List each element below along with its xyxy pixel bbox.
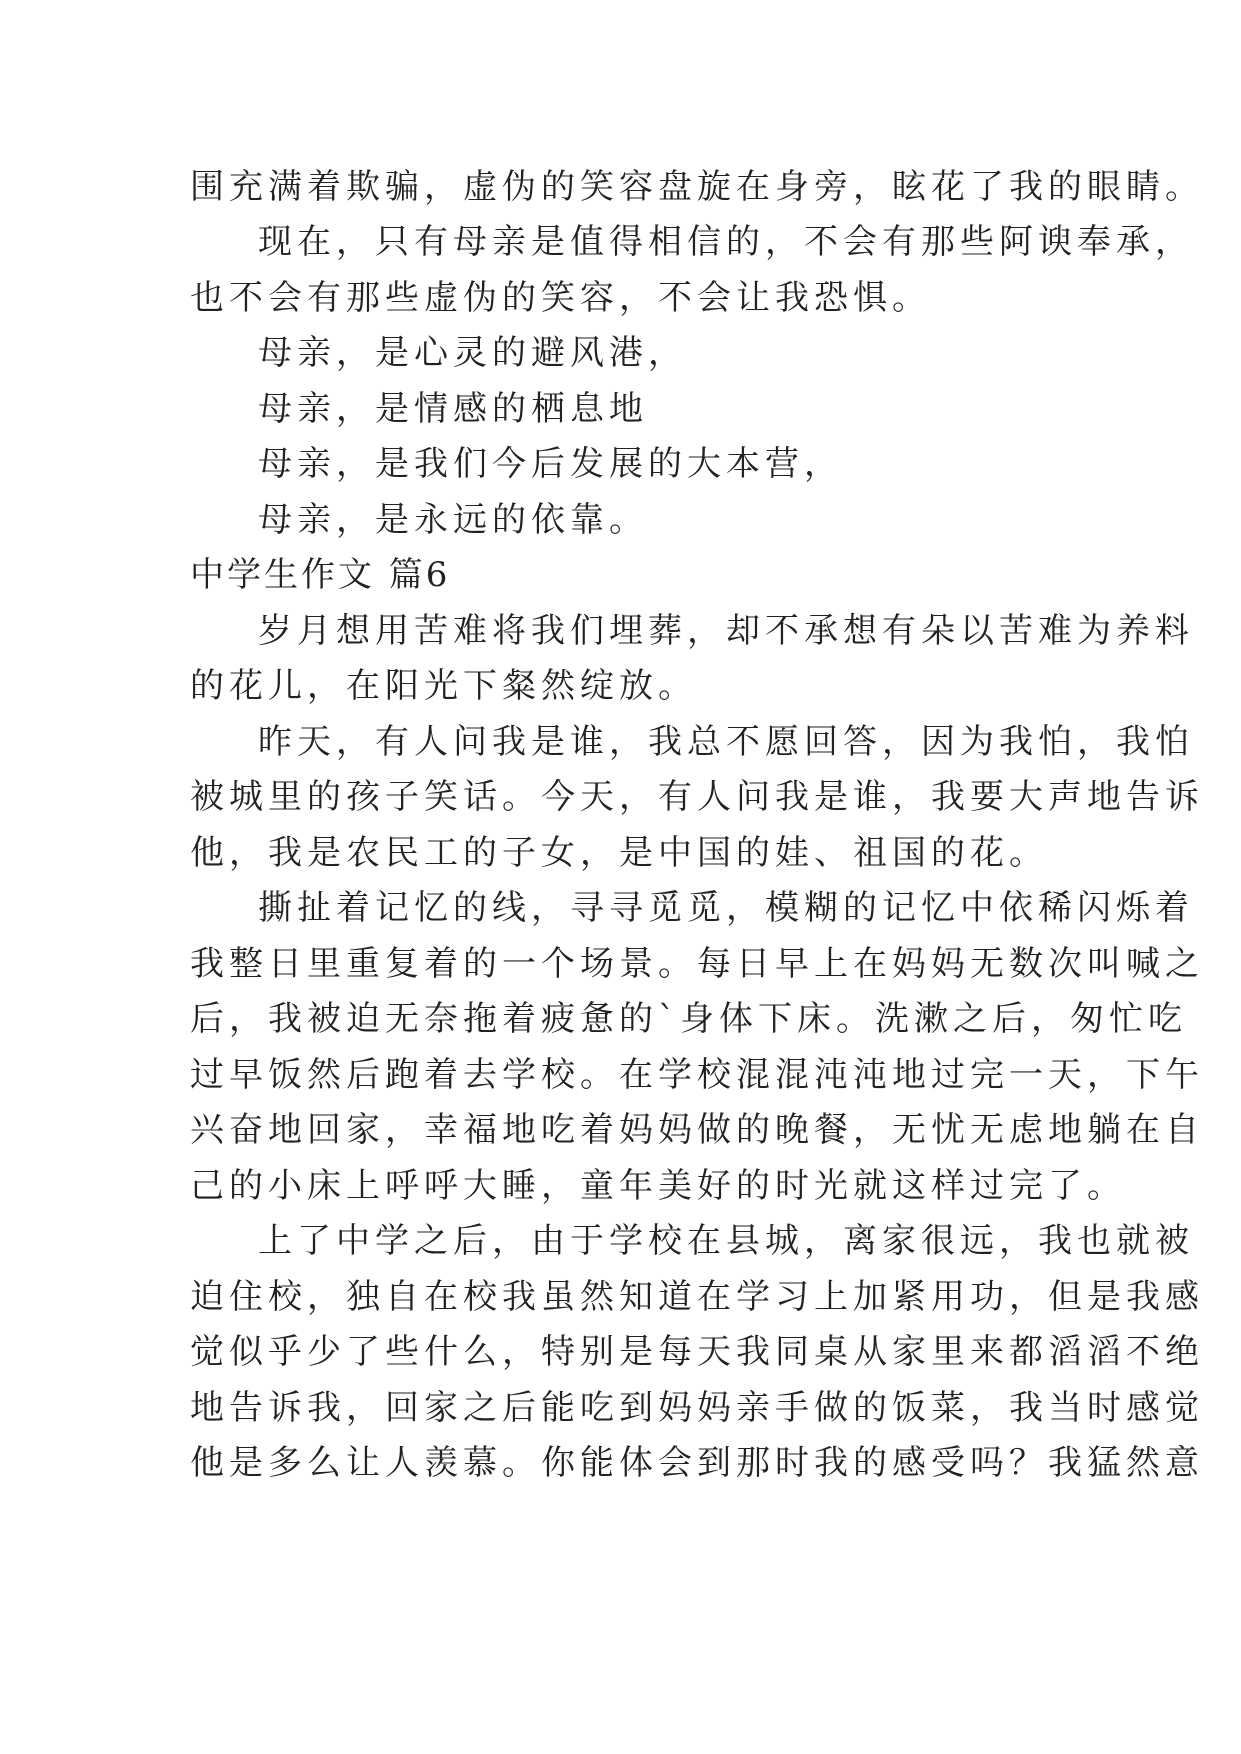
text-line: 围充满着欺骗，虚伪的笑容盘旋在身旁，眩花了我的眼睛。 [190, 167, 1204, 207]
text-line: 地告诉我，回家之后能吃到妈妈亲手做的饭菜，我当时感觉 [190, 1388, 1204, 1428]
paragraph-first-line: 岁月想用苦难将我们埋葬，却不承想有朵以苦难为养料 [258, 611, 1194, 651]
poem-line: 母亲，是我们今后发展的大本营， [258, 444, 843, 484]
text-line: 过早饭然后跑着去学校。在学校混混沌沌地过完一天，下午 [190, 1055, 1204, 1095]
paragraph-first-line: 上了中学之后，由于学校在县城，离家很远，我也就被 [258, 1221, 1194, 1261]
text-line: 觉似乎少了些什么，特别是每天我同桌从家里来都滔滔不绝 [190, 1332, 1204, 1372]
poem-line: 母亲，是永远的依靠。 [258, 500, 648, 540]
text-line: 迫住校，独自在校我虽然知道在学习上加紧用功，但是我感 [190, 1277, 1204, 1317]
text-line: 我整日里重复着的一个场景。每日早上在妈妈无数次叫喊之 [190, 944, 1204, 984]
poem-line: 母亲，是情感的栖息地 [258, 389, 648, 429]
text-line: 己的小床上呼呼大睡，童年美好的时光就这样过完了。 [190, 1166, 1126, 1206]
text-line: 的花儿，在阳光下粲然绽放。 [190, 666, 697, 706]
paragraph-first-line: 昨天，有人问我是谁，我总不愿回答，因为我怕，我怕 [258, 722, 1194, 762]
text-line: 兴奋地回家，幸福地吃着妈妈做的晚餐，无忧无虑地躺在自 [190, 1110, 1204, 1150]
text-line: 他，我是农民工的子女，是中国的娃、祖国的花。 [190, 833, 1048, 873]
text-line: 他是多么让人羡慕。你能体会到那时我的感受吗？我猛然意 [190, 1443, 1204, 1483]
paragraph-first-line: 撕扯着记忆的线，寻寻觅觅，模糊的记忆中依稀闪烁着 [258, 888, 1194, 928]
text-line: 也不会有那些虚伪的笑容，不会让我恐惧。 [190, 278, 931, 318]
poem-line: 母亲，是心灵的避风港， [258, 333, 687, 373]
text-line: 后，我被迫无奈拖着疲惫的`身体下床。洗漱之后，匆忙吃 [190, 999, 1187, 1039]
paragraph-first-line: 现在，只有母亲是值得相信的，不会有那些阿谀奉承， [258, 222, 1194, 262]
section-heading: 中学生作文 篇6 [190, 555, 451, 595]
text-line: 被城里的孩子笑话。今天，有人问我是谁，我要大声地告诉 [190, 777, 1204, 817]
